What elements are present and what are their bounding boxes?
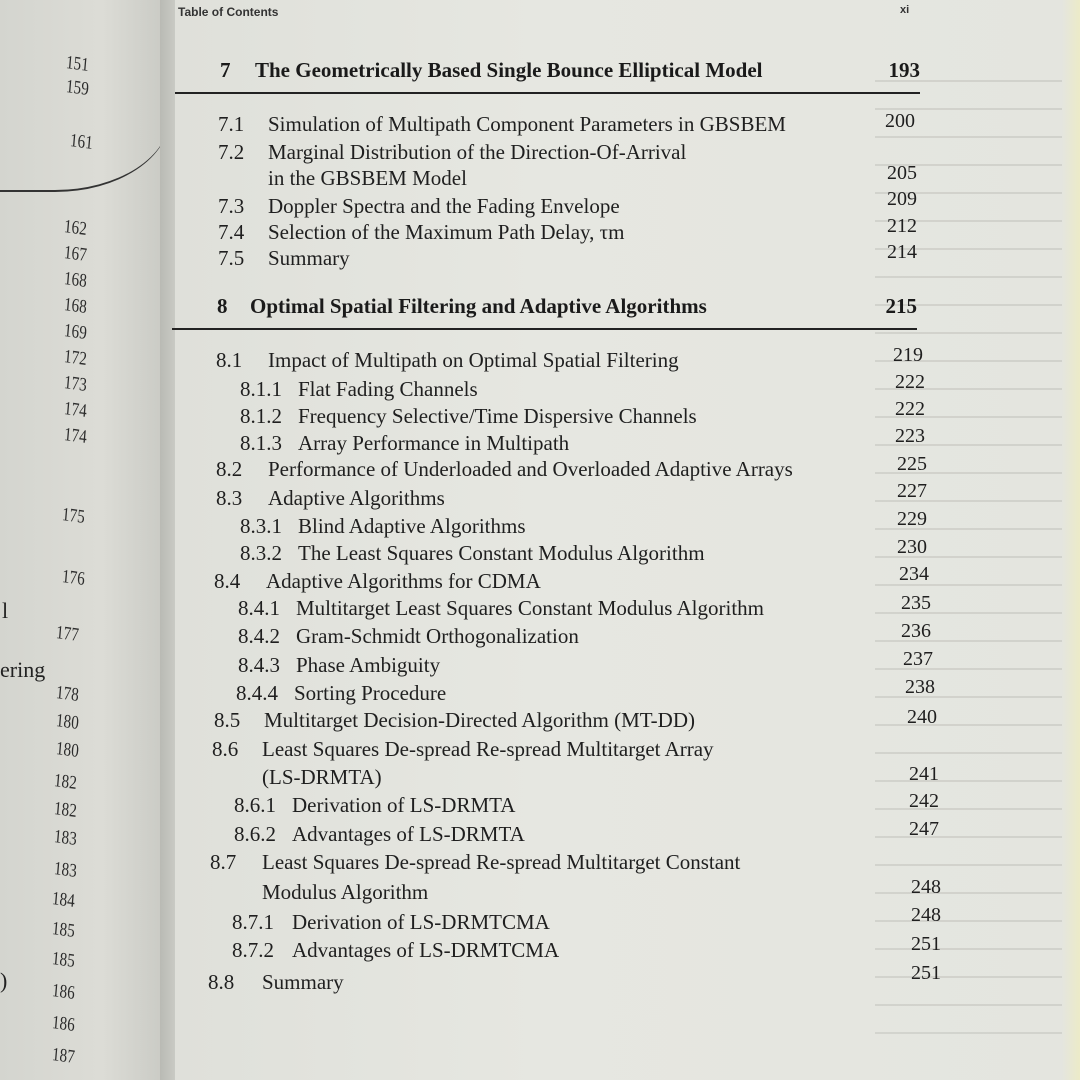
- page-folio: xi: [900, 4, 910, 16]
- entry-page: 225: [897, 453, 927, 475]
- toc-entry: 7.4 Selection of the Maximum Path Delay, τm: [218, 220, 625, 244]
- entry-page: 248: [911, 904, 941, 926]
- left-page-number: 174: [63, 398, 88, 422]
- toc-entry: 8.7 Least Squares De-spread Re-spread Multitarget Constant: [210, 850, 741, 874]
- toc-entry: 8.4.2 Gram-Schmidt Orthogonalization: [238, 624, 579, 648]
- left-text-fragment: ): [0, 968, 8, 993]
- entry-page: 214: [887, 241, 917, 263]
- toc-entry: 8.2 Performance of Underloaded and Overloaded Adaptive Arrays: [216, 457, 793, 481]
- left-text-fragment: l: [2, 598, 9, 623]
- left-page-number: 178: [55, 682, 80, 706]
- toc-entry: 8.5 Multitarget Decision-Directed Algorithm (MT-DD): [214, 708, 696, 732]
- left-page-number: 185: [51, 918, 76, 942]
- left-page-number: 151: [65, 52, 90, 76]
- left-page-number: 186: [51, 1012, 76, 1036]
- chapter-7-heading: [175, 58, 920, 94]
- entry-page: 251: [911, 933, 941, 955]
- entry-page: 212: [887, 215, 917, 237]
- entry-page: 241: [909, 763, 939, 785]
- chapter-page: 215: [885, 294, 917, 318]
- left-page-number: 180: [55, 738, 80, 762]
- facing-left-page: [0, 0, 170, 1080]
- entry-page: 235: [901, 592, 931, 614]
- entry-page: 240: [907, 706, 937, 728]
- toc-entry: 7.3 Doppler Spectra and the Fading Envelope: [218, 194, 620, 218]
- toc-entry: 8.1.2 Frequency Selective/Time Dispersive Channels: [240, 404, 697, 428]
- left-page-number: 183: [53, 826, 78, 850]
- toc-entry: 8.3.1 Blind Adaptive Algorithms: [240, 514, 526, 538]
- left-page-number: 162: [63, 216, 88, 240]
- chapter-title: Optimal Spatial Filtering and Adaptive Algorithms: [250, 294, 707, 318]
- chapter-page: 193: [888, 58, 920, 82]
- left-page-number: 159: [65, 76, 90, 100]
- left-page-number: 186: [51, 980, 76, 1004]
- entry-page: 234: [899, 563, 929, 585]
- left-page-number: 187: [51, 1044, 76, 1068]
- toc-entry: 8.4.1 Multitarget Least Squares Constant Modulus Algorithm: [238, 596, 764, 620]
- toc-entry: 8.8 Summary: [208, 970, 344, 994]
- running-head: Table of Contents: [178, 5, 279, 19]
- toc-entry-continued: in the GBSBEM Model: [268, 166, 467, 190]
- entry-page: 238: [905, 676, 935, 698]
- toc-entry: 7.5 Summary: [218, 246, 350, 270]
- chapter-number: 8: [217, 294, 228, 318]
- toc-entry: 7.1 Simulation of Multipath Component Parameters in GBSBEM: [218, 112, 786, 136]
- entry-page: 237: [903, 648, 933, 670]
- entry-page: 248: [911, 876, 941, 898]
- left-page-number: 176: [61, 566, 86, 590]
- entry-page: 242: [909, 790, 939, 812]
- left-page-number: 169: [63, 320, 88, 344]
- left-page-number: 183: [53, 858, 78, 882]
- toc-entry: 8.3.2 The Least Squares Constant Modulus Algorithm: [240, 541, 705, 565]
- left-page-number: 161: [69, 130, 94, 154]
- toc-entry: 8.6.1 Derivation of LS-DRMTA: [234, 793, 516, 817]
- entry-page: 209: [887, 188, 917, 210]
- toc-entry: 8.7.1 Derivation of LS-DRMTCMA: [232, 910, 550, 934]
- left-page-number: 177: [55, 622, 80, 646]
- entry-page: 227: [897, 480, 927, 502]
- toc-entry: 8.1.3 Array Performance in Multipath: [240, 431, 570, 455]
- toc-entry: 8.6 Least Squares De-spread Re-spread Multitarget Array: [212, 737, 714, 761]
- left-page-number: 182: [53, 770, 78, 794]
- entry-page: 223: [895, 425, 925, 447]
- toc-entry: 8.3 Adaptive Algorithms: [216, 486, 445, 510]
- left-page-number: 182: [53, 798, 78, 822]
- toc-entry: 8.6.2 Advantages of LS-DRMTA: [234, 822, 525, 846]
- entry-page: 219: [893, 344, 923, 366]
- toc-entry: 8.4.4 Sorting Procedure: [236, 681, 447, 705]
- chapter-8-heading: [172, 294, 917, 330]
- left-page-number: 174: [63, 424, 88, 448]
- left-page-number: 184: [51, 888, 76, 912]
- entry-page: 222: [895, 398, 925, 420]
- entry-page: 247: [909, 818, 939, 840]
- entry-page: 205: [887, 162, 917, 184]
- page-edge: [1062, 0, 1080, 1080]
- toc-entry: 8.7.2 Advantages of LS-DRMTCMA: [232, 938, 560, 962]
- left-page-number: 180: [55, 710, 80, 734]
- left-page-number: 173: [63, 372, 88, 396]
- left-page-number: 175: [61, 504, 86, 528]
- left-page-number: 168: [63, 268, 88, 292]
- toc-entry: 8.1 Impact of Multipath on Optimal Spatial Filtering: [216, 348, 679, 372]
- left-page-number: 167: [63, 242, 88, 266]
- entry-page: 200: [885, 110, 915, 132]
- left-page-number: 185: [51, 948, 76, 972]
- toc-entry: 8.1.1 Flat Fading Channels: [240, 377, 478, 401]
- left-text-fragment: ering: [0, 657, 46, 682]
- chapter-number: 7: [220, 58, 231, 82]
- entry-page: 229: [897, 508, 927, 530]
- left-page-number: 172: [63, 346, 88, 370]
- toc-entry: 8.4 Adaptive Algorithms for CDMA: [214, 569, 541, 593]
- left-page-number: 168: [63, 294, 88, 318]
- toc-entry: 8.4.3 Phase Ambiguity: [238, 653, 441, 677]
- entry-page: 251: [911, 962, 941, 984]
- entry-page: 222: [895, 371, 925, 393]
- toc-entry-continued: Modulus Algorithm: [262, 880, 429, 904]
- chapter-title: The Geometrically Based Single Bounce Elliptical Model: [255, 58, 763, 82]
- entry-page: 236: [901, 620, 931, 642]
- toc-entry: 7.2 Marginal Distribution of the Direction-Of-Arrival: [218, 140, 687, 164]
- toc-entry-continued: (LS-DRMTA): [262, 765, 382, 789]
- entry-page: 230: [897, 536, 927, 558]
